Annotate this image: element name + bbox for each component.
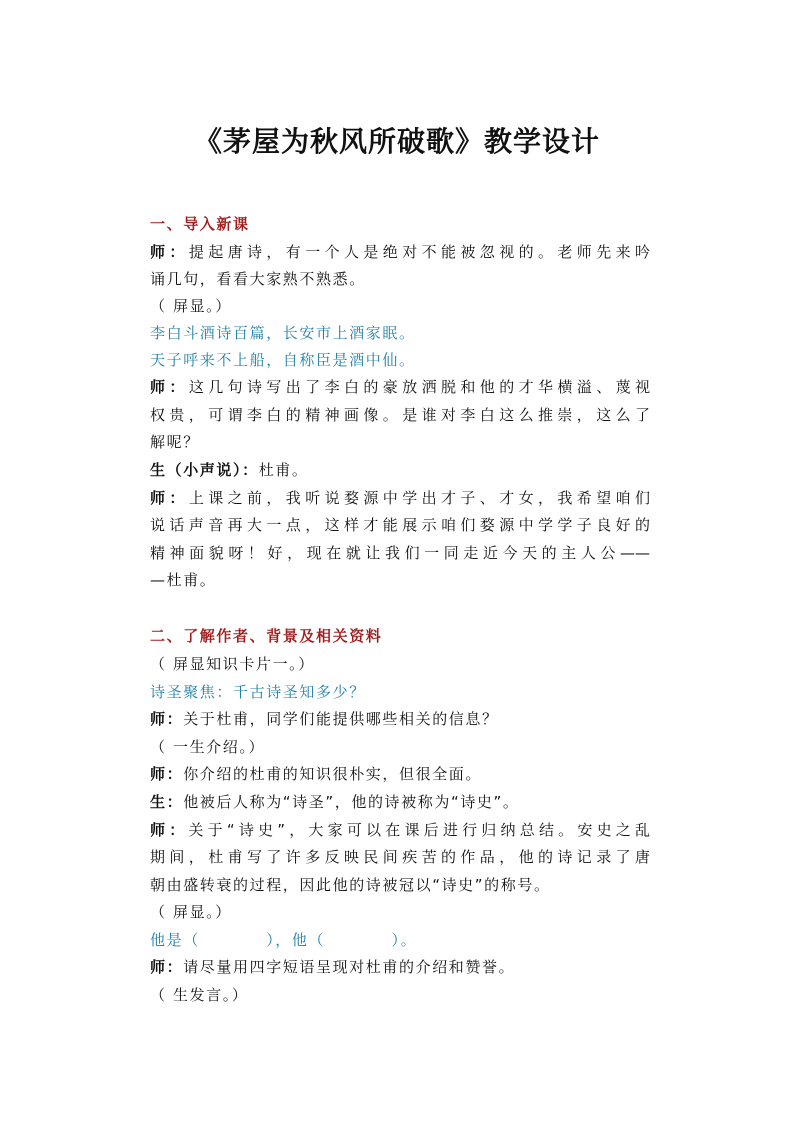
speaker-label: 生： [150, 793, 184, 811]
projected-text: 李白斗酒诗百篇，长安市上酒家眠。 [150, 324, 416, 342]
body-text-line: （ 生发言。） [150, 986, 249, 1004]
dialogue-line [150, 488, 650, 508]
body-text-line: 诵几句，看看大家熟不熟悉。 [150, 270, 366, 288]
speaker-label: 师： [150, 710, 184, 728]
body-text-line: 解呢？ [150, 433, 200, 451]
body-text-line: —杜甫。 [150, 571, 217, 589]
dialogue-text: 关于“诗史”，大家可以在课后进行归纳总结。安史之乱 [188, 821, 650, 839]
projected-text: 天子呼来不上船，自称臣是酒中仙。 [150, 351, 416, 369]
dialogue-text: 这几句诗写出了李白的豪放洒脱和他的才华横溢、蔑视 [188, 378, 650, 396]
body-text-line: （ 屏显。） [150, 297, 232, 315]
speaker-label: 师： [150, 765, 184, 783]
dialogue-text: 关于杜甫，同学们能提供哪些相关的信息？ [183, 710, 499, 728]
body-text-line: 说话声音再大一点，这样才能展示咱们婺源中学学子良好的 [150, 516, 650, 534]
body-text-line: 权贵，可谓李白的精神画像。是谁对李白这么推崇，这么了 [150, 406, 650, 424]
body-text-line: （ 屏显知识卡片一。） [150, 655, 315, 673]
dialogue-line [150, 460, 650, 480]
speaker-label: 师： [150, 489, 189, 507]
dialogue-line [150, 820, 650, 840]
section-heading: 二、了解作者、背景及相关资料 [150, 627, 383, 645]
speaker-label: 师： [150, 958, 184, 976]
dialogue-line [150, 957, 650, 977]
dialogue-text: 上课之前，我听说婺源中学出才子、才女，我希望咱们 [188, 489, 650, 507]
document-title: 《茅屋为秋风所破歌》教学设计 [193, 125, 600, 158]
body-text-line: （ 屏显。） [150, 903, 232, 921]
dialogue-text: 你介绍的杜甫的知识很朴实，但很全面。 [183, 765, 483, 783]
speaker-label: 师： [150, 243, 189, 261]
section-heading: 一、导入新课 [150, 215, 250, 233]
speaker-label: 师： [150, 821, 189, 839]
speaker-label: 师： [150, 378, 189, 396]
speaker-label: 生（小声说）： [150, 461, 259, 479]
body-text-line: 朝由盛转衰的过程，因此他的诗被冠以“诗史”的称号。 [150, 876, 551, 894]
dialogue-line [150, 242, 650, 262]
dialogue-line [150, 792, 650, 812]
projected-text: 诗圣聚焦：千古诗圣知多少？ [150, 683, 366, 701]
dialogue-text: 他被后人称为“诗圣”，他的诗被称为“诗史”。 [183, 793, 520, 811]
dialogue-line [150, 764, 650, 784]
dialogue-text: 请尽量用四字短语呈现对杜甫的介绍和赞誉。 [183, 958, 516, 976]
projected-text: 他是（ ），他（ ）。 [150, 931, 418, 949]
body-text-line: （ 一生介绍。） [150, 738, 266, 756]
dialogue-line [150, 709, 650, 729]
body-text-line: 精神面貌呀！好，现在就让我们一同走近今天的主人公—— [150, 544, 650, 562]
dialogue-text: 提起唐诗，有一个人是绝对不能被忽视的。老师先来吟 [188, 243, 650, 261]
dialogue-text: 杜甫。 [258, 461, 309, 479]
dialogue-line [150, 377, 650, 397]
body-text-line: 期间，杜甫写了许多反映民间疾苦的作品，他的诗记录了唐 [150, 848, 650, 866]
